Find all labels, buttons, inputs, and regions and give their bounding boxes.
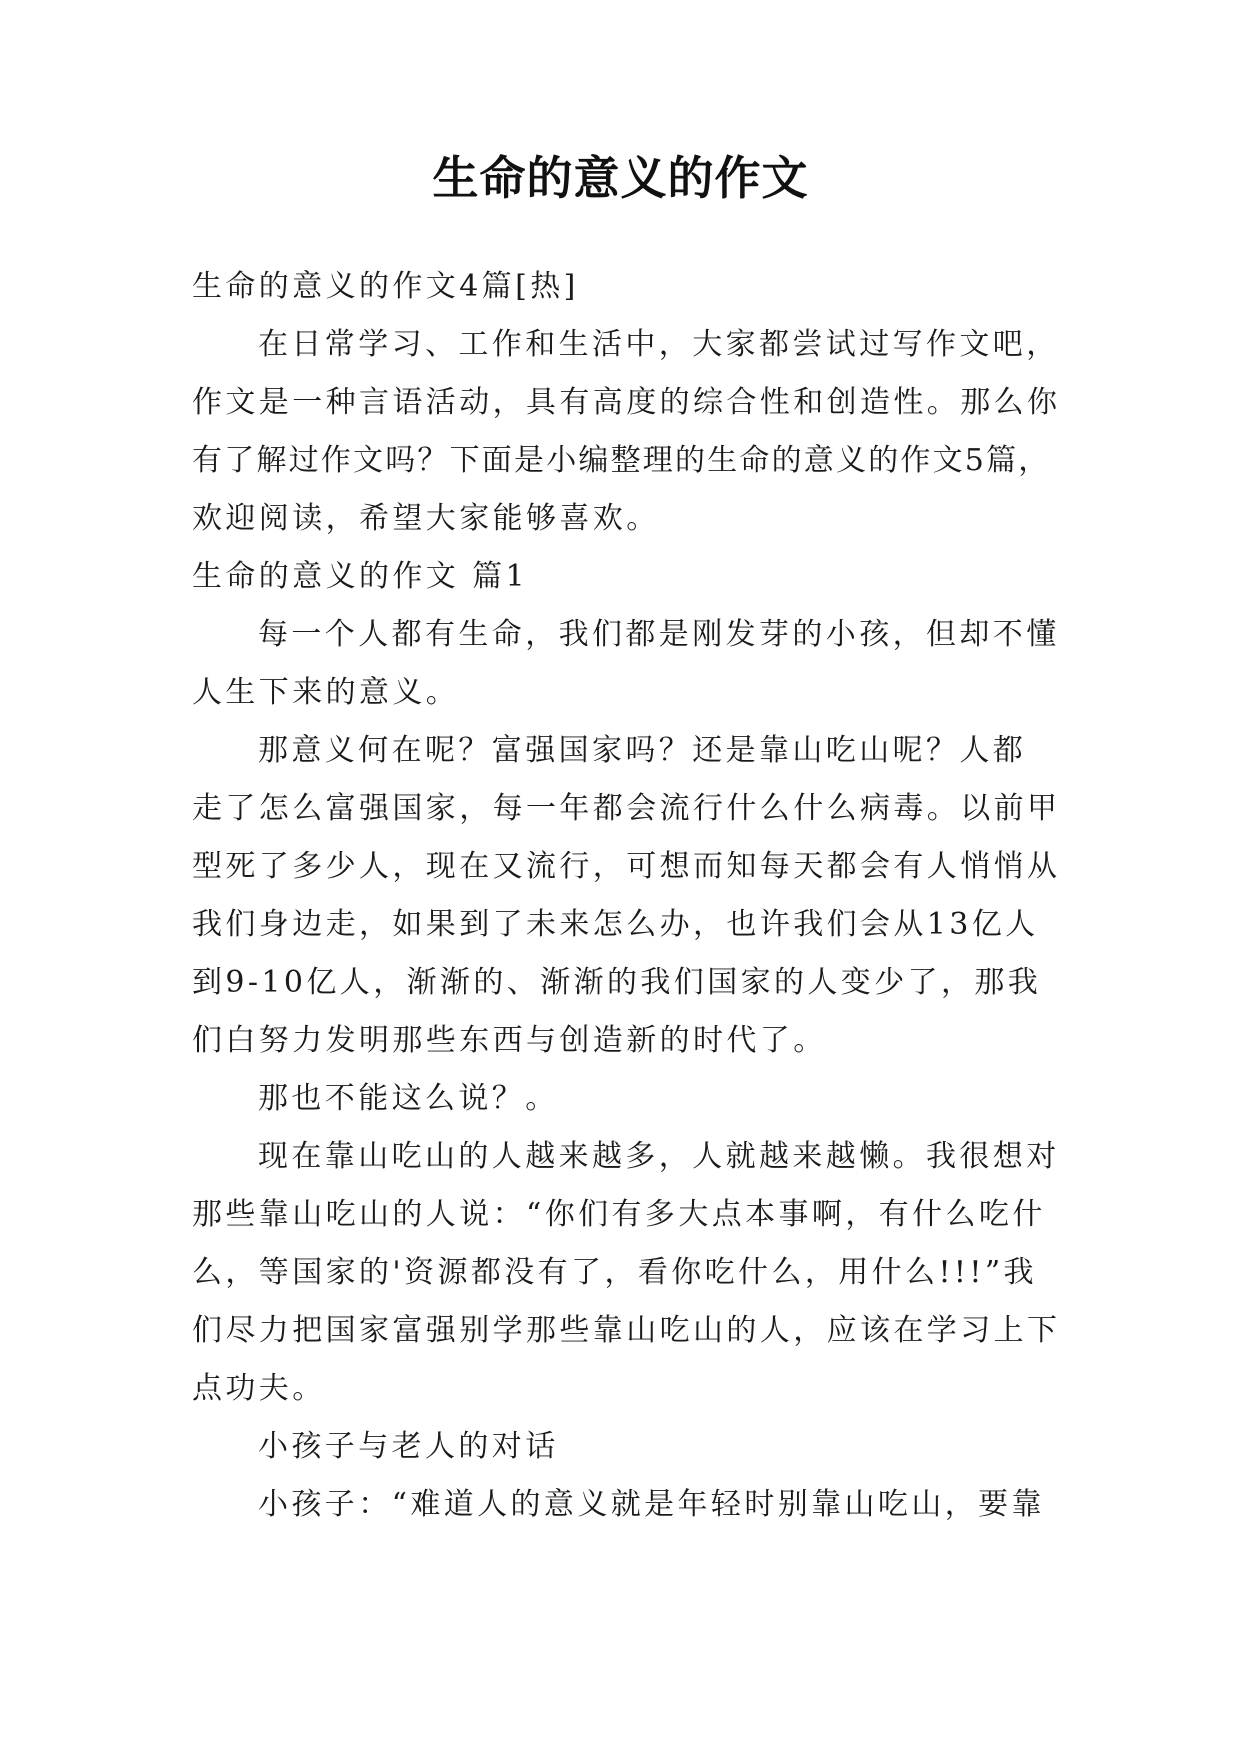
section-heading: 生命的意义的作文 篇1 bbox=[192, 559, 529, 594]
paragraph-line: 走了怎么富强国家，每一年都会流行什么什么病毒。以前甲 bbox=[192, 791, 1061, 826]
document-body bbox=[192, 258, 1072, 1534]
paragraph-line: 那意义何在呢？富强国家吗？还是靠山吃山呢？人都 bbox=[258, 733, 1027, 768]
paragraph-line: 们白努力发明那些东西与创造新的时代了。 bbox=[192, 1023, 827, 1058]
paragraph-line: 到9-10亿人，渐渐的、渐渐的我们国家的人变少了，那我 bbox=[192, 965, 1042, 1000]
paragraph-line: 型死了多少人，现在又流行，可想而知每天都会有人悄悄从 bbox=[192, 849, 1061, 884]
dialogue-heading: 小孩子与老人的对话 bbox=[258, 1429, 559, 1464]
paragraph-line: 们尽力把国家富强别学那些靠山吃山的人，应该在学习上下 bbox=[192, 1313, 1061, 1348]
paragraph-line: 那些靠山吃山的人说：“你们有多大点本事啊，有什么吃什 bbox=[192, 1197, 1046, 1232]
paragraph-line: 点功夫。 bbox=[192, 1371, 326, 1406]
paragraph-line: 欢迎阅读，希望大家能够喜欢。 bbox=[192, 501, 660, 536]
paragraph-line: 我们身边走，如果到了未来怎么办，也许我们会从13亿人 bbox=[192, 907, 1039, 942]
paragraph-line: 么，等国家的'资源都没有了，看你吃什么，用什么!!!”我 bbox=[192, 1255, 1037, 1290]
paragraph-line: 人生下来的意义。 bbox=[192, 675, 460, 710]
paragraph-line: 每一个人都有生命，我们都是刚发芽的小孩，但却不懂 bbox=[258, 617, 1060, 652]
paragraph-line: 作文是一种言语活动，具有高度的综合性和创造性。那么你 bbox=[192, 385, 1061, 420]
paragraph-line: 那也不能这么说？。 bbox=[258, 1081, 559, 1116]
document-title: 生命的意义的作文 bbox=[432, 151, 809, 205]
paragraph-line: 现在靠山吃山的人越来越多，人就越来越懒。我很想对 bbox=[258, 1139, 1060, 1174]
paragraph-line: 有了解过作文吗？下面是小编整理的生命的意义的作文5篇， bbox=[192, 443, 1051, 478]
paragraph-line: 在日常学习、工作和生活中，大家都尝试过写作文吧， bbox=[258, 327, 1060, 362]
paragraph-line: 小孩子：“难道人的意义就是年轻时别靠山吃山，要靠 bbox=[258, 1487, 1045, 1522]
subtitle-line: 生命的意义的作文4篇[热] bbox=[192, 269, 579, 304]
